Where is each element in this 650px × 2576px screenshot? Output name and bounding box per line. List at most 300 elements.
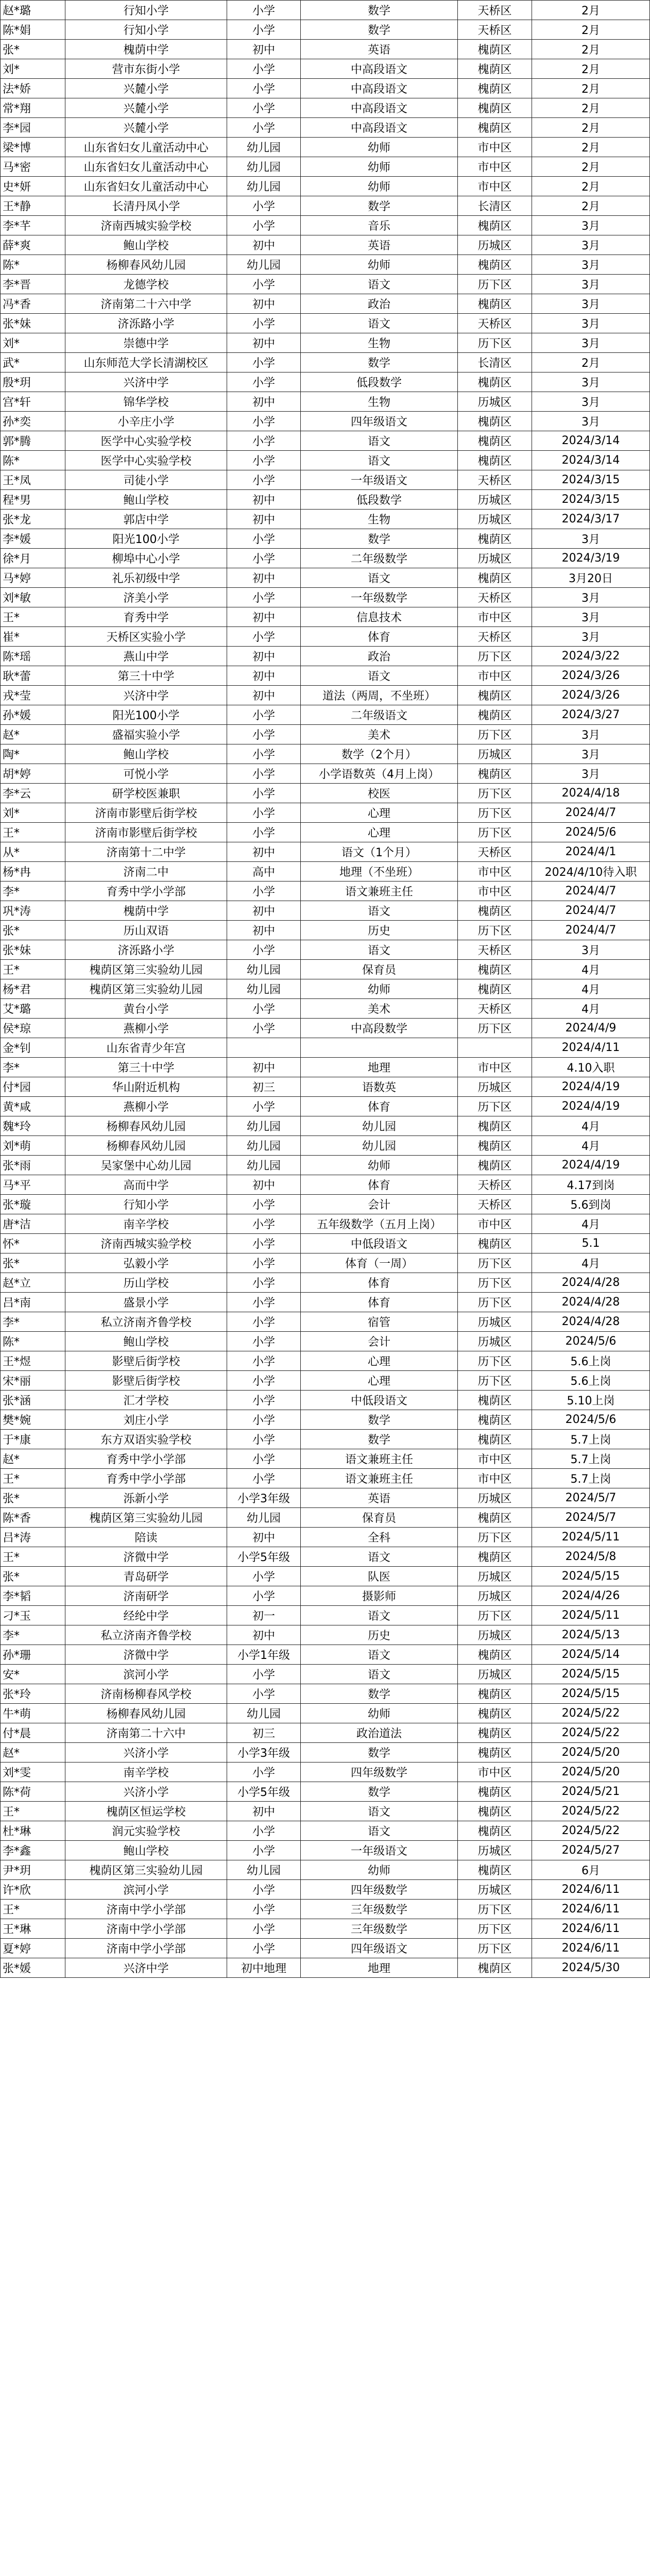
district-cell: 天桥区 (458, 588, 532, 607)
start-date-cell: 3月 (532, 607, 650, 627)
level-cell: 幼儿园 (227, 1860, 301, 1880)
table-row (1, 353, 650, 372)
level-cell: 小学 (227, 196, 301, 216)
school-cell: 兴麓小学 (65, 79, 227, 98)
subject-cell: 生物 (301, 333, 458, 353)
subject-cell: 英语 (301, 40, 458, 59)
table-row (1, 235, 650, 255)
start-date-cell: 3月 (532, 744, 650, 764)
subject-cell: 数学 (301, 353, 458, 372)
start-date-cell: 2024/3/26 (532, 686, 650, 705)
school-cell: 刘庄小学 (65, 1410, 227, 1430)
subject-cell: 全科 (301, 1528, 458, 1547)
district-cell: 天桥区 (458, 627, 532, 647)
teacher-name-cell: 夏*婷 (1, 1939, 65, 1958)
table-row (1, 314, 650, 333)
level-cell: 小学 (227, 1, 301, 20)
school-cell: 杨柳春风幼儿园 (65, 1704, 227, 1723)
school-cell: 泺新小学 (65, 1488, 227, 1508)
start-date-cell: 2024/4/28 (532, 1273, 650, 1293)
level-cell: 小学 (227, 1567, 301, 1586)
teacher-name-cell: 从* (1, 842, 65, 862)
subject-cell: 幼师 (301, 255, 458, 275)
district-cell: 历城区 (458, 1665, 532, 1684)
subject-cell: 校医 (301, 784, 458, 803)
school-cell: 锦华学校 (65, 392, 227, 412)
level-cell: 小学 (227, 588, 301, 607)
level-cell: 小学 (227, 999, 301, 1019)
subject-cell: 历史 (301, 921, 458, 940)
start-date-cell: 5.6上岗 (532, 1351, 650, 1371)
table-row (1, 705, 650, 725)
table-row (1, 1410, 650, 1430)
school-cell: 盛福实验小学 (65, 725, 227, 744)
district-cell: 历下区 (458, 1293, 532, 1312)
school-cell: 山东省妇女儿童活动中心 (65, 177, 227, 196)
school-cell: 济微中学 (65, 1547, 227, 1567)
teacher-name-cell: 王* (1, 823, 65, 842)
district-cell: 历下区 (458, 1371, 532, 1391)
teacher-name-cell: 王* (1, 1469, 65, 1488)
school-cell: 黄台小学 (65, 999, 227, 1019)
teacher-name-cell: 张*雨 (1, 1156, 65, 1175)
subject-cell: 政治道法 (301, 1723, 458, 1743)
level-cell: 初中 (227, 1175, 301, 1195)
table-row (1, 79, 650, 98)
subject-cell: 政治 (301, 294, 458, 314)
school-cell: 济南第十二中学 (65, 842, 227, 862)
teacher-name-cell: 王*琳 (1, 1919, 65, 1939)
district-cell: 槐荫区 (458, 1860, 532, 1880)
level-cell: 小学 (227, 314, 301, 333)
subject-cell: 数学 (301, 20, 458, 40)
subject-cell: 道法（两周，不坐班） (301, 686, 458, 705)
subject-cell: 历史 (301, 1625, 458, 1645)
school-cell: 经纶中学 (65, 1606, 227, 1625)
start-date-cell: 2024/6/11 (532, 1919, 650, 1939)
level-cell: 幼儿园 (227, 177, 301, 196)
subject-cell: 二年级语文 (301, 705, 458, 725)
district-cell: 槐荫区 (458, 412, 532, 431)
table-row (1, 1586, 650, 1606)
teacher-name-cell: 梁*博 (1, 138, 65, 157)
start-date-cell: 2024/4/26 (532, 1586, 650, 1606)
table-row (1, 1351, 650, 1371)
subject-cell: 低段数学 (301, 490, 458, 510)
level-cell: 小学 (227, 1762, 301, 1782)
district-cell: 市中区 (458, 138, 532, 157)
subject-cell: 信息技术 (301, 607, 458, 627)
school-cell: 营市东街小学 (65, 59, 227, 79)
school-cell: 济南第二十六中学 (65, 294, 227, 314)
teacher-name-cell: 陈*荷 (1, 1782, 65, 1802)
teacher-name-cell: 张*玲 (1, 1684, 65, 1704)
start-date-cell: 3月 (532, 333, 650, 353)
subject-cell: 语数英 (301, 1077, 458, 1097)
school-cell: 可悦小学 (65, 764, 227, 784)
subject-cell: 语文兼班主任 (301, 1469, 458, 1488)
table-row (1, 1234, 650, 1253)
teacher-name-cell: 陶* (1, 744, 65, 764)
table-row (1, 157, 650, 177)
table-row (1, 1156, 650, 1175)
level-cell: 小学 (227, 118, 301, 138)
subject-cell: 数学 (301, 1782, 458, 1802)
start-date-cell: 3月 (532, 940, 650, 960)
school-cell: 鲍山学校 (65, 1332, 227, 1351)
level-cell: 小学 (227, 1293, 301, 1312)
subject-cell: 心理 (301, 1371, 458, 1391)
subject-cell: 三年级数学 (301, 1900, 458, 1919)
table-row (1, 118, 650, 138)
subject-cell: 一年级语文 (301, 470, 458, 490)
table-row (1, 294, 650, 314)
district-cell: 市中区 (458, 1449, 532, 1469)
level-cell: 初中 (227, 235, 301, 255)
district-cell: 市中区 (458, 666, 532, 686)
table-row (1, 842, 650, 862)
table-row (1, 490, 650, 510)
start-date-cell: 2024/5/20 (532, 1762, 650, 1782)
level-cell: 小学 (227, 549, 301, 568)
level-cell: 小学 (227, 1391, 301, 1410)
start-date-cell: 3月 (532, 392, 650, 412)
table-row (1, 823, 650, 842)
district-cell: 槐荫区 (458, 1547, 532, 1567)
teacher-name-cell: 付*园 (1, 1077, 65, 1097)
district-cell: 历下区 (458, 1900, 532, 1919)
start-date-cell: 3月 (532, 294, 650, 314)
teacher-name-cell: 崔* (1, 627, 65, 647)
start-date-cell: 4月 (532, 1214, 650, 1234)
teacher-name-cell: 杜*琳 (1, 1821, 65, 1841)
subject-cell: 体育 (301, 1273, 458, 1293)
district-cell: 历城区 (458, 1488, 532, 1508)
school-cell: 司徒小学 (65, 470, 227, 490)
subject-cell: 语文 (301, 901, 458, 921)
teacher-name-cell: 于*康 (1, 1430, 65, 1449)
teacher-name-cell: 李*园 (1, 118, 65, 138)
start-date-cell: 2024/3/14 (532, 451, 650, 470)
start-date-cell: 2024/4/1 (532, 842, 650, 862)
teacher-name-cell: 王*凤 (1, 470, 65, 490)
teacher-name-cell: 吕*涛 (1, 1528, 65, 1547)
level-cell: 小学 (227, 529, 301, 549)
school-cell: 槐荫区第三实验幼儿园 (65, 1860, 227, 1880)
level-cell: 初三 (227, 1723, 301, 1743)
school-cell: 槐荫区第三实验幼儿园 (65, 1508, 227, 1528)
school-cell: 润元实验学校 (65, 1821, 227, 1841)
school-cell: 汇才学校 (65, 1391, 227, 1410)
level-cell: 初中 (227, 1625, 301, 1645)
school-cell: 济南第二十六中 (65, 1723, 227, 1743)
school-cell: 盛景小学 (65, 1293, 227, 1312)
table-row (1, 40, 650, 59)
table-row (1, 647, 650, 666)
start-date-cell: 5.7上岗 (532, 1469, 650, 1488)
teacher-name-cell: 张*妹 (1, 940, 65, 960)
district-cell: 槐荫区 (458, 960, 532, 979)
start-date-cell: 2024/4/7 (532, 921, 650, 940)
level-cell: 小学 (227, 1821, 301, 1841)
start-date-cell: 2024/3/17 (532, 510, 650, 529)
school-cell: 育秀中学小学部 (65, 1469, 227, 1488)
subject-cell: 体育 (301, 627, 458, 647)
district-cell: 历下区 (458, 725, 532, 744)
level-cell: 小学 (227, 1371, 301, 1391)
level-cell: 小学 (227, 20, 301, 40)
school-cell: 济南中学小学部 (65, 1900, 227, 1919)
table-row (1, 333, 650, 353)
subject-cell: 幼师 (301, 177, 458, 196)
level-cell: 初中 (227, 1528, 301, 1547)
table-row (1, 549, 650, 568)
teacher-name-cell: 刘* (1, 333, 65, 353)
teacher-name-cell: 武* (1, 353, 65, 372)
subject-cell: 语文 (301, 275, 458, 294)
school-cell: 小辛庄小学 (65, 412, 227, 431)
table-row (1, 901, 650, 921)
level-cell: 小学 (227, 764, 301, 784)
start-date-cell: 5.7上岗 (532, 1449, 650, 1469)
start-date-cell: 2024/5/15 (532, 1567, 650, 1586)
teacher-name-cell: 李*晋 (1, 275, 65, 294)
level-cell: 小学 (227, 1410, 301, 1430)
level-cell: 小学 (227, 1332, 301, 1351)
school-cell: 济南二中 (65, 862, 227, 882)
subject-cell: 会计 (301, 1332, 458, 1351)
table-row (1, 1684, 650, 1704)
district-cell: 天桥区 (458, 1, 532, 20)
start-date-cell: 4.17到岗 (532, 1175, 650, 1195)
district-cell: 槐荫区 (458, 40, 532, 59)
district-cell: 槐荫区 (458, 79, 532, 98)
school-cell: 私立济南齐鲁学校 (65, 1625, 227, 1645)
subject-cell: 语文兼班主任 (301, 882, 458, 901)
table-row (1, 1802, 650, 1821)
teacher-name-cell: 巩*涛 (1, 901, 65, 921)
table-row (1, 510, 650, 529)
school-cell: 燕山中学 (65, 647, 227, 666)
start-date-cell: 2024/6/11 (532, 1939, 650, 1958)
table-row (1, 216, 650, 235)
teacher-name-cell: 黄*咸 (1, 1097, 65, 1116)
table-row (1, 960, 650, 979)
school-cell: 研学校医兼职 (65, 784, 227, 803)
district-cell: 历城区 (458, 1077, 532, 1097)
subject-cell: 体育 (301, 1097, 458, 1116)
level-cell: 小学 (227, 1665, 301, 1684)
district-cell: 天桥区 (458, 999, 532, 1019)
subject-cell: 语文 (301, 940, 458, 960)
level-cell: 幼儿园 (227, 1136, 301, 1156)
school-cell: 兴麓小学 (65, 98, 227, 118)
start-date-cell: 2024/3/26 (532, 666, 650, 686)
district-cell: 槐荫区 (458, 1508, 532, 1528)
table-row (1, 803, 650, 823)
district-cell: 历城区 (458, 235, 532, 255)
school-cell: 鲍山学校 (65, 490, 227, 510)
level-cell: 小学 (227, 275, 301, 294)
subject-cell: 地理（不坐班） (301, 862, 458, 882)
subject-cell: 四年级语文 (301, 412, 458, 431)
district-cell: 槐荫区 (458, 1391, 532, 1410)
level-cell: 小学 (227, 470, 301, 490)
subject-cell: 一年级语文 (301, 1841, 458, 1860)
table-row (1, 1880, 650, 1900)
district-cell: 历下区 (458, 1939, 532, 1958)
table-row (1, 1743, 650, 1762)
district-cell: 历下区 (458, 1273, 532, 1293)
level-cell: 幼儿园 (227, 960, 301, 979)
school-cell: 槐荫区恒运学校 (65, 1802, 227, 1821)
start-date-cell: 3月 (532, 764, 650, 784)
teacher-name-cell: 张* (1, 1253, 65, 1273)
start-date-cell: 2024/5/14 (532, 1645, 650, 1665)
teacher-name-cell: 史*妍 (1, 177, 65, 196)
table-row (1, 1625, 650, 1645)
district-cell: 历城区 (458, 1625, 532, 1645)
start-date-cell: 5.7上岗 (532, 1430, 650, 1449)
level-cell: 小学 (227, 1351, 301, 1371)
level-cell: 小学5年级 (227, 1547, 301, 1567)
teacher-name-cell: 李* (1, 1625, 65, 1645)
district-cell: 槐荫区 (458, 294, 532, 314)
table-row (1, 138, 650, 157)
school-cell: 鲍山学校 (65, 744, 227, 764)
level-cell: 小学 (227, 823, 301, 842)
subject-cell: 幼师 (301, 1704, 458, 1723)
table-row (1, 1116, 650, 1136)
subject-cell: 生物 (301, 392, 458, 412)
school-cell: 山东师范大学长清湖校区 (65, 353, 227, 372)
district-cell: 历城区 (458, 744, 532, 764)
teacher-name-cell: 徐*月 (1, 549, 65, 568)
table-row (1, 20, 650, 40)
start-date-cell: 5.1 (532, 1234, 650, 1253)
school-cell: 礼乐初级中学 (65, 568, 227, 588)
start-date-cell: 4月 (532, 979, 650, 999)
teacher-name-cell: 张*媛 (1, 1958, 65, 1978)
district-cell: 历下区 (458, 1019, 532, 1038)
school-cell: 郭店中学 (65, 510, 227, 529)
table-row (1, 1567, 650, 1586)
table-row (1, 1606, 650, 1625)
level-cell: 小学 (227, 882, 301, 901)
school-cell: 柳埠中心小学 (65, 549, 227, 568)
subject-cell: 语文 (301, 568, 458, 588)
school-cell: 山东省青少年宫 (65, 1038, 227, 1058)
level-cell: 小学 (227, 1684, 301, 1704)
teacher-name-cell: 李* (1, 1058, 65, 1077)
school-cell: 兴济中学 (65, 1958, 227, 1978)
school-cell: 济美小学 (65, 588, 227, 607)
level-cell: 高中 (227, 862, 301, 882)
table-row (1, 1645, 650, 1665)
district-cell: 槐荫区 (458, 764, 532, 784)
start-date-cell: 4月 (532, 1253, 650, 1273)
school-cell: 影壁后街学校 (65, 1351, 227, 1371)
school-cell: 兴济小学 (65, 1743, 227, 1762)
table-row (1, 1195, 650, 1214)
level-cell: 小学 (227, 98, 301, 118)
subject-cell: 三年级数学 (301, 1919, 458, 1939)
teacher-name-cell: 孙*媛 (1, 705, 65, 725)
start-date-cell: 3月20日 (532, 568, 650, 588)
teacher-name-cell: 金*钊 (1, 1038, 65, 1058)
subject-cell: 数学 (301, 529, 458, 549)
level-cell: 幼儿园 (227, 255, 301, 275)
start-date-cell: 3月 (532, 588, 650, 607)
teacher-name-cell: 殷*玥 (1, 372, 65, 392)
subject-cell: 幼师 (301, 138, 458, 157)
table-row (1, 1665, 650, 1684)
district-cell: 市中区 (458, 1214, 532, 1234)
teacher-name-cell: 刁*玉 (1, 1606, 65, 1625)
table-row (1, 627, 650, 647)
subject-cell: 数学（2个月） (301, 744, 458, 764)
district-cell: 历下区 (458, 333, 532, 353)
subject-cell: 幼师 (301, 1860, 458, 1880)
district-cell: 历下区 (458, 803, 532, 823)
teacher-name-cell: 安* (1, 1665, 65, 1684)
start-date-cell: 3月 (532, 275, 650, 294)
subject-cell: 地理 (301, 1058, 458, 1077)
level-cell: 小学 (227, 1019, 301, 1038)
teacher-name-cell: 艾*璐 (1, 999, 65, 1019)
teacher-name-cell: 赵* (1, 1449, 65, 1469)
start-date-cell: 2月 (532, 40, 650, 59)
subject-cell: 数学 (301, 196, 458, 216)
teacher-name-cell: 张* (1, 40, 65, 59)
teacher-name-cell: 王*静 (1, 196, 65, 216)
table-row (1, 921, 650, 940)
level-cell: 初中 (227, 921, 301, 940)
teacher-name-cell: 侯*琼 (1, 1019, 65, 1038)
district-cell: 历城区 (458, 1332, 532, 1351)
subject-cell: 数学 (301, 1684, 458, 1704)
school-cell: 私立济南齐鲁学校 (65, 1312, 227, 1332)
school-cell: 兴济中学 (65, 686, 227, 705)
teacher-name-cell: 张* (1, 921, 65, 940)
start-date-cell: 3月 (532, 725, 650, 744)
start-date-cell: 2024/4/10待入职 (532, 862, 650, 882)
start-date-cell: 6月 (532, 1860, 650, 1880)
level-cell: 小学 (227, 1273, 301, 1293)
teacher-name-cell: 付*晨 (1, 1723, 65, 1743)
table-row (1, 1488, 650, 1508)
level-cell: 小学 (227, 451, 301, 470)
table-row (1, 255, 650, 275)
subject-cell: 语文兼班主任 (301, 1449, 458, 1469)
start-date-cell: 2024/4/9 (532, 1019, 650, 1038)
subject-cell: 语文（1个月） (301, 842, 458, 862)
district-cell: 历下区 (458, 1919, 532, 1939)
level-cell: 初中 (227, 1802, 301, 1821)
school-cell: 槐荫中学 (65, 40, 227, 59)
school-cell: 槐荫中学 (65, 901, 227, 921)
school-cell: 医学中心实验学校 (65, 451, 227, 470)
district-cell: 天桥区 (458, 1195, 532, 1214)
table-row (1, 999, 650, 1019)
table-row (1, 1175, 650, 1195)
start-date-cell: 3月 (532, 216, 650, 235)
level-cell: 幼儿园 (227, 979, 301, 999)
start-date-cell: 2024/5/6 (532, 1332, 650, 1351)
table-row (1, 1939, 650, 1958)
district-cell: 历下区 (458, 1097, 532, 1116)
district-cell: 槐荫区 (458, 1430, 532, 1449)
